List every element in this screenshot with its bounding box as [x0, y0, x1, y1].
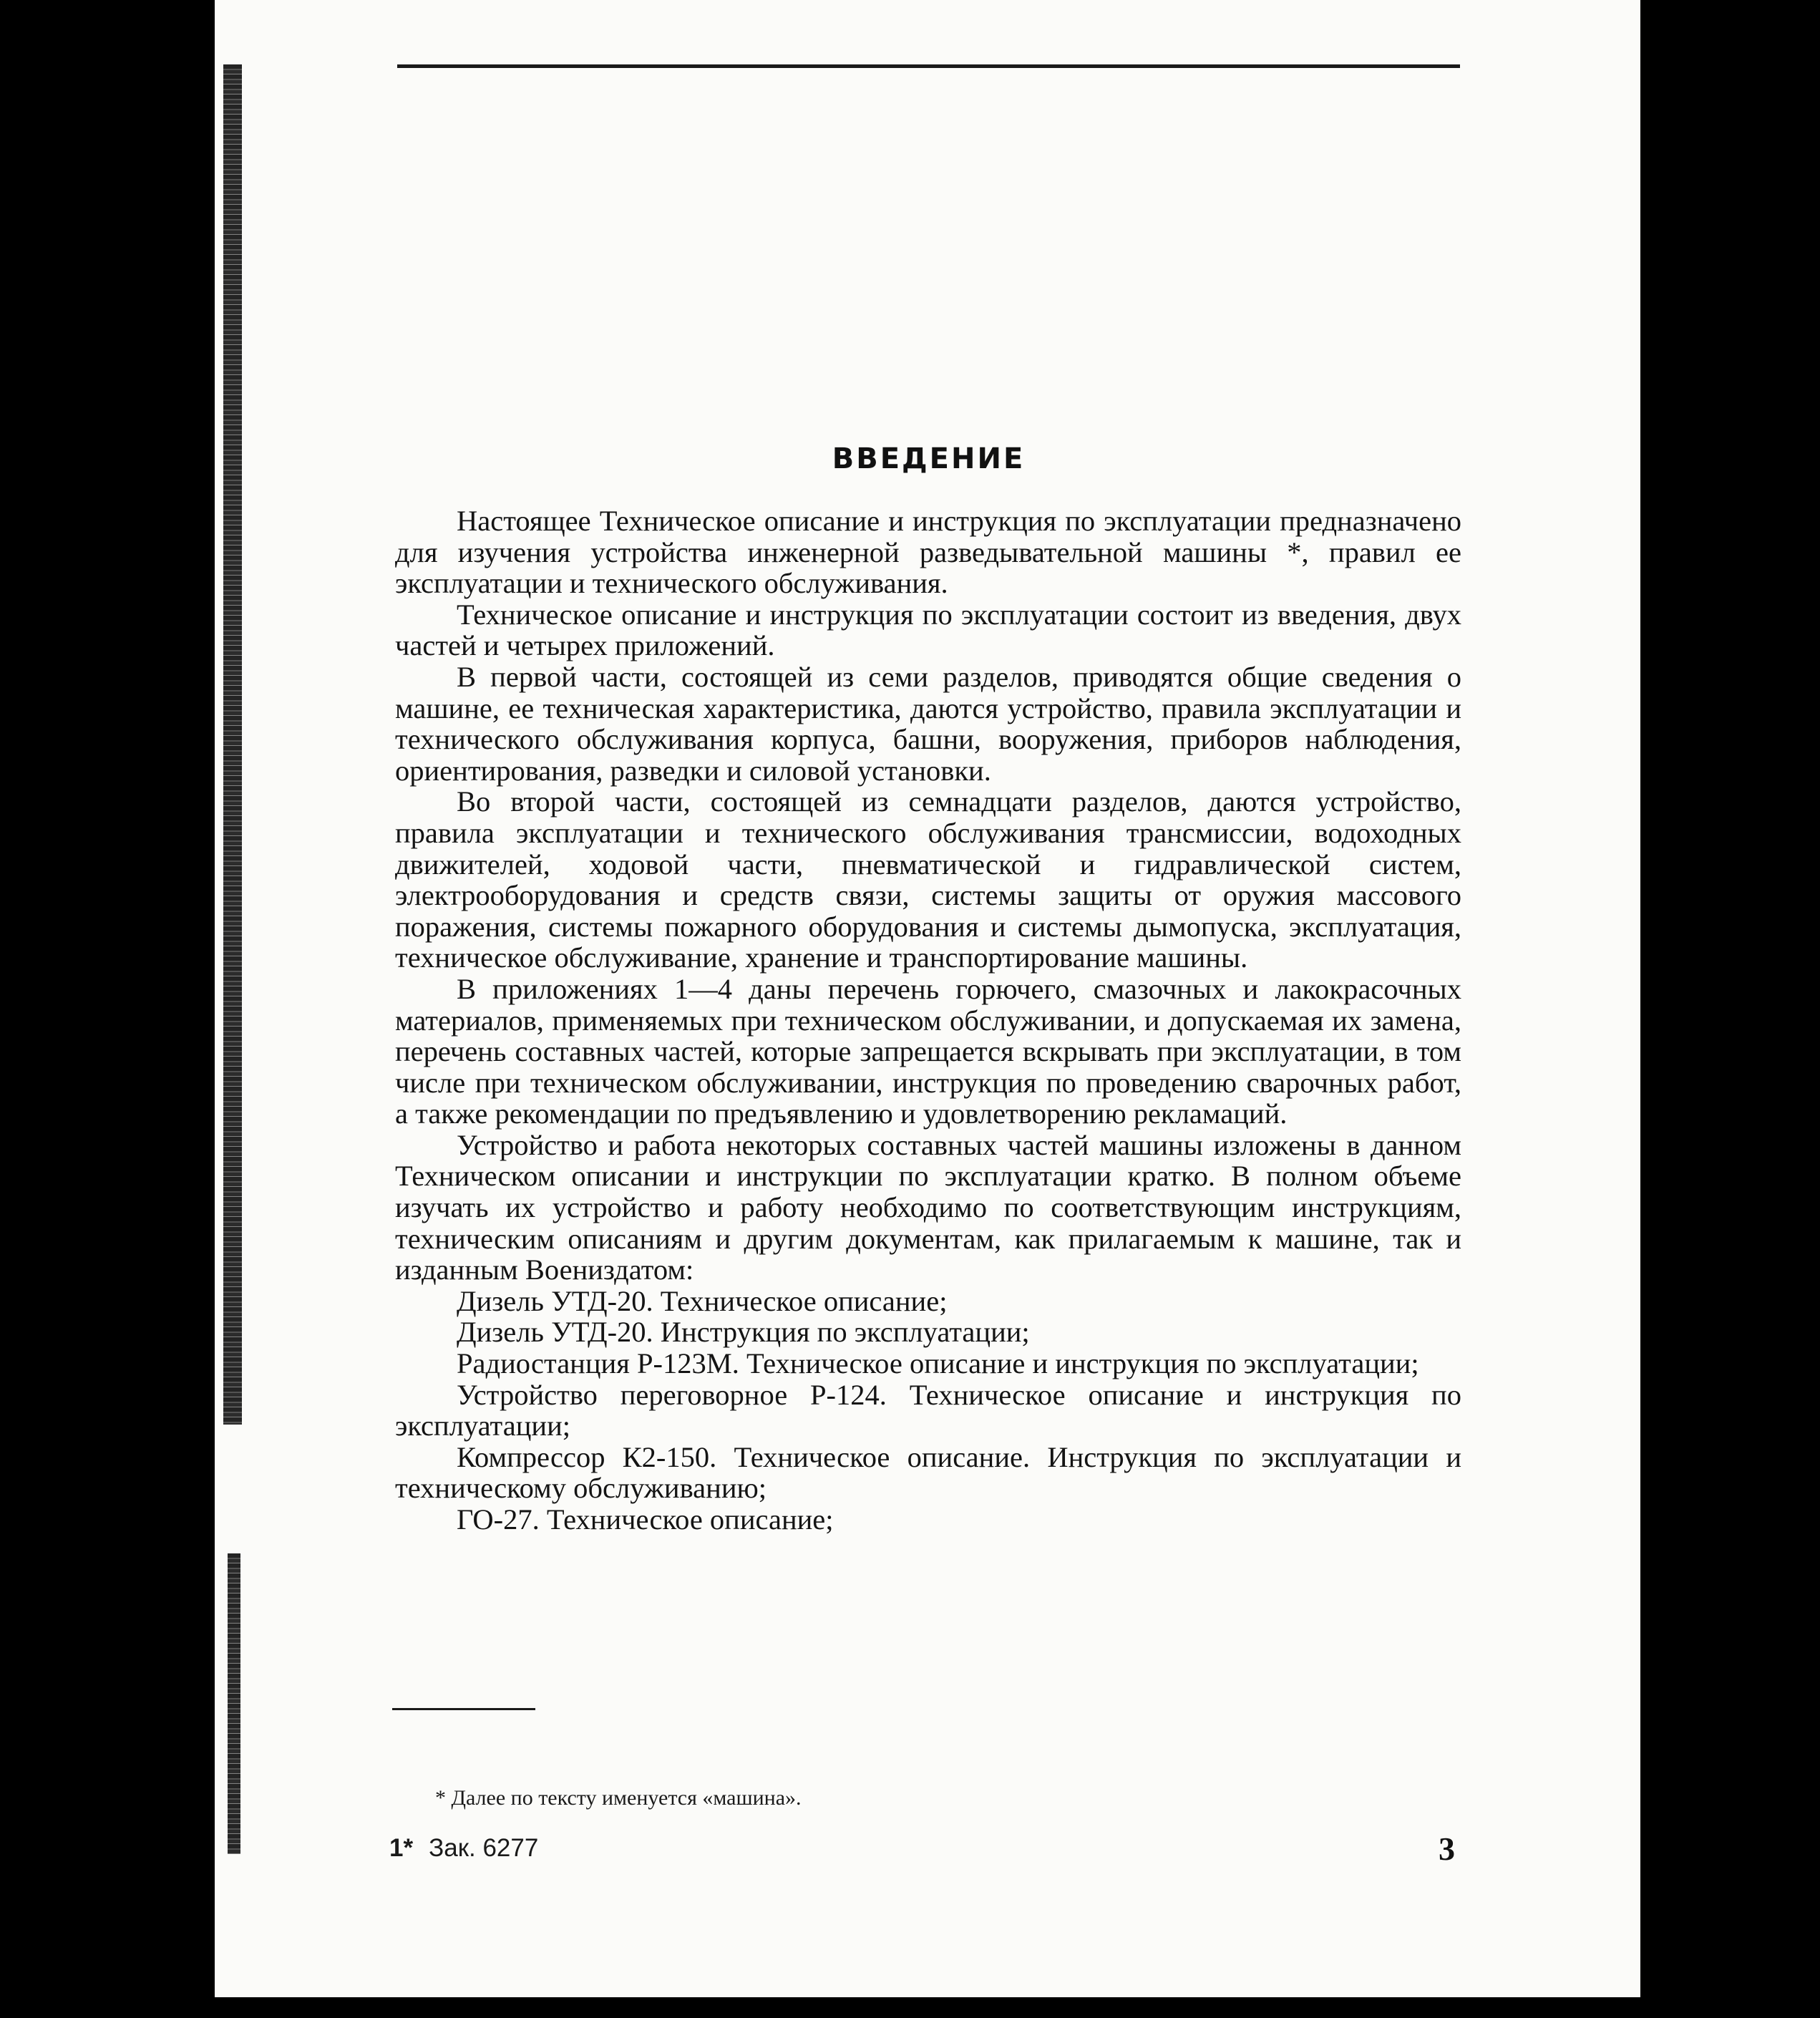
paragraph: Техническое описание и инструкция по эксплуатации состоит из введения, двух частей и четырех приложений.: [395, 598, 1461, 662]
paragraph: В первой части, состоящей из семи разделов, приводятся общие сведения о машине, ее техническая характеристика, даются устройство, правила эксплуатации и технического обслуживания корпуса, башни, вооружения, приборов наблюдения, ориентирования, разведки и силовой установки.: [395, 660, 1461, 787]
paragraph: В приложениях 1—4 даны перечень горючего, смазочных и лакокрасочных материалов, применяемых при техническом обслуживании, и допускаемая их замена, перечень составных частей, которые запрещается вскрывать при эксплуатации, в том числе при техническом обслуживании, инструкция по проведению сварочных работ, а также рекомендации по предъявлению и удовлетворению рекламаций.: [395, 972, 1461, 1130]
document-list-item: Дизель УТД-20. Инструкция по эксплуатации;: [457, 1316, 1030, 1349]
binding-edge-upper: [223, 64, 242, 1425]
document-list-item: Дизель УТД-20. Техническое описание;: [457, 1284, 948, 1317]
binding-edge-lower: [228, 1553, 240, 1854]
section-heading: ВВЕДЕНИЕ: [832, 442, 1026, 475]
footnote: * Далее по тексту именуется «машина».: [435, 1786, 802, 1810]
document-list-item: Устройство переговорное Р-124. Техническое описание и инструкция по эксплуатации;: [395, 1378, 1461, 1442]
document-list-item: ГО-27. Техническое описание;: [457, 1503, 834, 1536]
document-list-item: Компрессор К2-150. Техническое описание. Инструкция по эксплуатации и техническому обслуживанию;: [395, 1440, 1461, 1505]
scan-border-bottom: [0, 1997, 1820, 2018]
print-order: [389, 1834, 538, 1863]
paragraph: Настоящее Техническое описание и инструкция по эксплуатации предназначено для изучения устройства инженерной разведывательной машины *, правил ее эксплуатации и технического обслуживания.: [395, 505, 1461, 600]
page-number: 3: [1439, 1830, 1455, 1867]
order-number: Зак. 6277: [429, 1834, 539, 1862]
footnote-rule: [392, 1708, 535, 1710]
paragraph: Устройство и работа некоторых составных частей машины изложены в данном Техническом описании и инструкции по эксплуатации кратко. В полном объеме изучать их устройство и работу необходимо по соответствующим инструкциям, техническим описаниям и другим документам, как прилагаемым к машине, так и изданным Воениздатом:: [395, 1128, 1461, 1286]
document-list-item: Радиостанция Р-123М. Техническое описание и инструкция по эксплуатации;: [457, 1347, 1419, 1380]
paragraph: Во второй части, состоящей из семнадцати разделов, даются устройство, правила эксплуатации и технического обслуживания трансмиссии, водоходных движителей, ходовой части, пневматической и гидравлической систем, электрооборудования и средств связи, системы защиты от оружия массового поражения, системы пожарного оборудования и системы дымопуска, эксплуатация, техническое обслуживание, хранение и транспортирование машины.: [395, 785, 1461, 974]
signature-mark: 1*: [389, 1834, 414, 1862]
scan-border-right: [1640, 0, 1820, 2018]
header-rule: [397, 64, 1460, 68]
body-text: [395, 505, 1461, 1536]
